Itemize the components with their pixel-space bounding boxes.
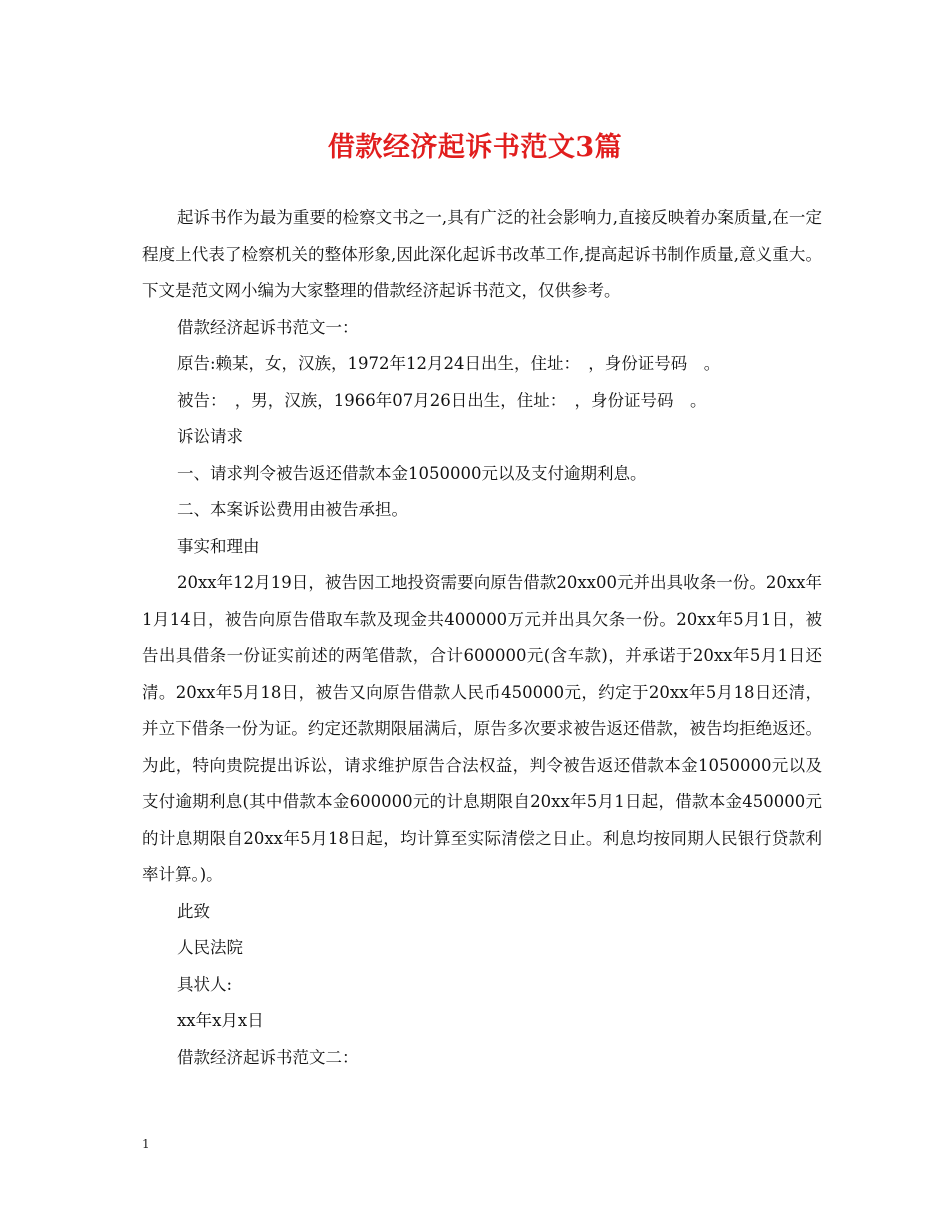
document-title: 借款经济起诉书范文3篇 <box>327 132 623 163</box>
document-body <box>142 200 822 1076</box>
intro-paragraph: 起诉书作为最为重要的检察文书之一,具有广泛的社会影响力,直接反映着办案质量,在一定程度上代表了检察机关的整体形象,因此深化起诉书改革工作,提高起诉书制作质量,意义重大。下文是范文网小编为大家整理的借款经济起诉书范文，仅供参考。 <box>142 208 822 300</box>
facts-paragraph: 20xx年12月19日，被告因工地投资需要向原告借款20xx00元并出具收条一份。20xx年1月14日，被告向原告借取车款及现金共400000万元并出具欠条一份。20xx年5月1日，被告出具借条一份证实前述的两笔借款，合计600000元(含车款)，并承诺于20xx年5月1日还清。20xx年5月18日，被告又向原告借款人民币450000元，约定于20xx年5月18日还清，并立下借条一份为证。约定还款期限届满后，原告多次要求被告返还借款，被告均拒绝返还。 为此，特向贵院提出诉讼，请求维护原告合法权益，判令被告返还借款本金1050000元以及支付逾期利息(其中借款本金600000元的计息期限自20xx年5月1日起，借款本金450000元的计息期限自20xx年5月18日起，均计算至实际清偿之日止。利息均按同期人民银行贷款利率计算。)。 <box>142 573 822 884</box>
claims-heading: 诉讼请求 <box>177 427 243 446</box>
plaintiff-line: 原告:赖某，女，汉族，1972年12月24日出生，住址： ，身份证号码 。 <box>177 354 721 373</box>
claim-item-1: 一、请求判令被告返还借款本金1050000元以及支付逾期利息。 <box>177 463 647 483</box>
facts-heading: 事实和理由 <box>177 536 260 556</box>
defendant-line: 被告： ，男，汉族，1966年07月26日出生，住址： ，身份证号码 。 <box>177 390 707 410</box>
sample-two-heading: 借款经济起诉书范文二： <box>177 1047 359 1067</box>
claim-item-2: 二、本案诉讼费用由被告承担。 <box>177 500 408 519</box>
salutation: 此致 <box>177 901 210 921</box>
page-number: 1 <box>142 1137 150 1151</box>
court-name: 人民法院 <box>177 938 243 957</box>
date-line: xx年x月x日 <box>177 1011 264 1030</box>
sample-one-heading: 借款经济起诉书范文一： <box>177 317 359 337</box>
filer-line: 具状人: <box>177 974 233 994</box>
